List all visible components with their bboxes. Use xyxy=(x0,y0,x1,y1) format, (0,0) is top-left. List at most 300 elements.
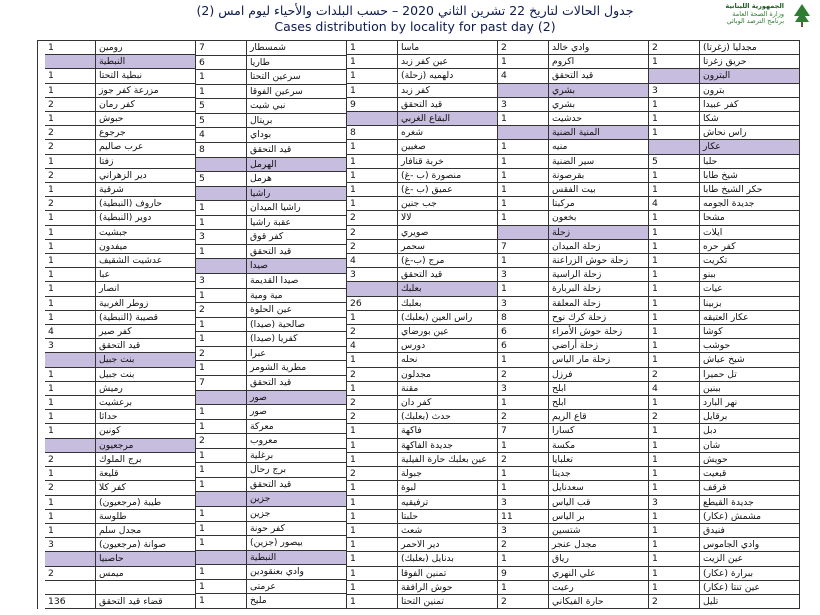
case-count-cell: 1 xyxy=(498,439,549,453)
case-count-cell: 1 xyxy=(649,268,700,282)
locality-cell: برج الملوك xyxy=(96,453,196,467)
locality-cell: كفر صير xyxy=(96,325,196,339)
case-count-cell: 1 xyxy=(45,155,96,169)
locality-cell: بريتال xyxy=(247,114,347,129)
case-count-cell xyxy=(498,126,549,140)
case-count-cell: 1 xyxy=(45,396,96,410)
locality-cell: فرزل xyxy=(549,368,649,382)
case-count-cell: 2 xyxy=(649,595,700,609)
district-header-cell: بشري xyxy=(549,84,649,98)
case-count-cell: 1 xyxy=(196,463,247,478)
district-header-cell: عكار xyxy=(700,140,800,154)
district-header-cell: البترون xyxy=(700,69,800,83)
locality-cell: كفر قوق xyxy=(247,230,347,245)
case-count-cell: 136 xyxy=(45,595,96,609)
case-count-cell: 6 xyxy=(196,56,247,71)
locality-cell: خربة قنافار xyxy=(398,155,498,169)
locality-cell: زحلة البربارة xyxy=(549,282,649,296)
case-count-cell: 1 xyxy=(45,226,96,240)
case-count-cell: 1 xyxy=(649,55,700,69)
case-count-cell: 1 xyxy=(649,169,700,183)
count-column xyxy=(649,41,700,609)
ministry-line-1: الجمهورية اللبنانية xyxy=(725,2,784,10)
case-count-cell: 1 xyxy=(196,245,247,260)
locality-cell: تعلبايا xyxy=(549,453,649,467)
locality-cell: بزبينا xyxy=(700,297,800,311)
count-column xyxy=(498,41,549,609)
case-count-cell: 1 xyxy=(498,55,549,69)
case-count-cell: 1 xyxy=(347,567,398,581)
locality-cell: ايلات xyxy=(700,226,800,240)
case-count-cell: 1 xyxy=(347,552,398,566)
case-count-cell: 5 xyxy=(649,155,700,169)
locality-cell: بر الياس xyxy=(549,510,649,524)
case-count-cell: 2 xyxy=(498,410,549,424)
locality-cell: دورس xyxy=(398,339,498,353)
locality-column xyxy=(398,41,498,609)
locality-cell: تليل xyxy=(700,595,800,609)
locality-cell: قصيبة (النبطية) xyxy=(96,311,196,325)
locality-cell: شكا xyxy=(700,112,800,126)
locality-cell: مجدل عنجر xyxy=(549,538,649,552)
locality-cell: صوانة (مرجعيون) xyxy=(96,538,196,552)
case-count-cell xyxy=(196,492,247,507)
ministry-name xyxy=(694,3,784,26)
case-count-cell: 1 xyxy=(649,297,700,311)
case-count-cell: 8 xyxy=(196,143,247,158)
case-count-cell: 1 xyxy=(45,524,96,538)
case-count-cell: 1 xyxy=(45,240,96,254)
case-count-cell: 1 xyxy=(649,282,700,296)
case-count-cell: 1 xyxy=(196,580,247,595)
case-count-cell: 1 xyxy=(649,552,700,566)
case-count-cell: 3 xyxy=(649,84,700,98)
locality-cell: قيد التحقق xyxy=(247,143,347,158)
case-count-cell: 1 xyxy=(347,41,398,55)
locality-cell: كسارا xyxy=(549,424,649,438)
case-count-cell: 1 xyxy=(649,481,700,495)
case-count-cell: 1 xyxy=(196,507,247,522)
district-header-cell: حاصبيا xyxy=(96,552,196,566)
locality-cell: تل حميرا xyxy=(700,368,800,382)
case-count-cell: 1 xyxy=(649,453,700,467)
locality-cell: نبي شيت xyxy=(247,99,347,114)
locality-cell: راس العين (بعلبك) xyxy=(398,311,498,325)
locality-cell: بوداي xyxy=(247,128,347,143)
case-count-cell xyxy=(196,259,247,274)
locality-cell: وادي بعنقودين xyxy=(247,565,347,580)
case-count-cell: 2 xyxy=(45,567,96,581)
count-column xyxy=(347,41,398,609)
case-count-cell: 2 xyxy=(498,453,549,467)
locality-cell: طلوسة xyxy=(96,510,196,524)
locality-cell: مطرية الشومر xyxy=(247,361,347,376)
case-count-cell: 1 xyxy=(45,368,96,382)
case-count-cell: 2 xyxy=(498,41,549,55)
case-count-cell: 2 xyxy=(649,41,700,55)
locality-cell: قاع الريم xyxy=(549,410,649,424)
case-count-cell: 2 xyxy=(196,347,247,362)
case-count-cell: 1 xyxy=(196,594,247,609)
locality-cell: لبوة xyxy=(398,481,498,495)
case-count-cell: 1 xyxy=(498,183,549,197)
locality-cell: شرقية xyxy=(96,183,196,197)
locality-cell: شغره xyxy=(398,126,498,140)
case-count-cell: 1 xyxy=(196,216,247,231)
locality-cell: مكسة xyxy=(549,439,649,453)
column-group xyxy=(649,41,800,609)
locality-cell: ببرارة (عكار) xyxy=(700,567,800,581)
case-count-cell: 2 xyxy=(498,595,549,609)
locality-cell: حوش الرافقة xyxy=(398,581,498,595)
locality-cell: سعدنايل xyxy=(549,481,649,495)
case-count-cell: 1 xyxy=(498,197,549,211)
case-count-cell xyxy=(45,353,96,367)
case-count-cell: 7 xyxy=(196,376,247,391)
locality-cell: عين الحلوة xyxy=(247,303,347,318)
case-count-cell: 1 xyxy=(45,254,96,268)
case-count-cell: 1 xyxy=(45,112,96,126)
case-count-cell: 2 xyxy=(45,481,96,495)
locality-cell: علي النهري xyxy=(549,567,649,581)
locality-cell: زفتا xyxy=(96,155,196,169)
case-count-cell xyxy=(196,551,247,566)
column-group xyxy=(45,41,196,609)
locality-cell: طيبة (مرجعيون) xyxy=(96,496,196,510)
locality-cell: بنت جبيل xyxy=(96,368,196,382)
district-header-cell: البقاع الغربي xyxy=(398,112,498,126)
locality-cell: عبا xyxy=(96,268,196,282)
case-count-cell: 3 xyxy=(45,538,96,552)
case-count-cell: 1 xyxy=(347,538,398,552)
locality-cell: ميمس xyxy=(96,567,196,581)
locality-cell: جديدة الجومه xyxy=(700,197,800,211)
district-header-cell: بنت جبيل xyxy=(96,353,196,367)
locality-cell: جب جنين xyxy=(398,197,498,211)
case-count-cell: 1 xyxy=(347,510,398,524)
locality-cell: جبشيت xyxy=(96,226,196,240)
locality-column xyxy=(700,41,800,609)
case-count-cell: 4 xyxy=(347,254,398,268)
case-count-cell: 1 xyxy=(347,55,398,69)
district-header-cell: صيدا xyxy=(247,259,347,274)
locality-cell: فنيدق xyxy=(700,524,800,538)
locality-cell: شمسطار xyxy=(247,41,347,56)
locality-cell: ترفيقيه xyxy=(398,496,498,510)
locality-cell: راس نحاش xyxy=(700,126,800,140)
locality-cell: قيد التحقق xyxy=(549,69,649,83)
locality-cell: جزين xyxy=(247,507,347,522)
case-count-cell: 1 xyxy=(347,595,398,609)
case-count-cell: 1 xyxy=(45,410,96,424)
locality-cell: حلبا xyxy=(700,155,800,169)
locality-cell: منيه xyxy=(549,140,649,154)
locality-cell: انصار xyxy=(96,282,196,296)
locality-cell: جبولة xyxy=(398,467,498,481)
locality-cell: عدشيت الشقيف xyxy=(96,254,196,268)
case-count-cell: 1 xyxy=(649,581,700,595)
locality-cell xyxy=(96,581,196,595)
case-count-cell: 2 xyxy=(45,126,96,140)
case-count-cell: 1 xyxy=(196,332,247,347)
locality-cell: سرعين التحتا xyxy=(247,70,347,85)
case-count-cell: 7 xyxy=(498,424,549,438)
district-header-cell: النبطية xyxy=(247,551,347,566)
case-count-cell: 1 xyxy=(45,41,96,55)
case-count-cell: 1 xyxy=(347,453,398,467)
case-count-cell: 2 xyxy=(45,169,96,183)
locality-cell: صغبين xyxy=(398,140,498,154)
locality-cell: رياق xyxy=(549,552,649,566)
case-count-cell: 3 xyxy=(498,98,549,112)
locality-cell: سحمر xyxy=(398,240,498,254)
case-count-cell: 1 xyxy=(45,211,96,225)
locality-cell: زحلة مار الياس xyxy=(549,353,649,367)
case-count-cell: 1 xyxy=(498,481,549,495)
locality-cell: عين بعلبك حارة الفيلية xyxy=(398,453,498,467)
locality-cell: ابلح xyxy=(549,382,649,396)
locality-cell: حدث (بعلبك) xyxy=(398,410,498,424)
locality-cell: قليعة xyxy=(96,467,196,481)
locality-cell: لالا xyxy=(398,211,498,225)
locality-cell: تمنين الفوقا xyxy=(398,567,498,581)
district-header-cell: النبطية xyxy=(96,55,196,69)
locality-cell: حدشيت xyxy=(549,112,649,126)
case-count-cell: 3 xyxy=(649,496,700,510)
locality-cell: فاكهة xyxy=(398,424,498,438)
case-count-cell: 1 xyxy=(649,467,700,481)
locality-cell: مجدل سلم xyxy=(96,524,196,538)
case-count-cell: 1 xyxy=(347,197,398,211)
case-count-cell: 26 xyxy=(347,297,398,311)
case-count-cell: 2 xyxy=(498,368,549,382)
case-count-cell: 1 xyxy=(45,382,96,396)
case-count-cell: 2 xyxy=(196,303,247,318)
locality-cell: كفر حونة xyxy=(247,522,347,537)
case-count-cell: 3 xyxy=(498,268,549,282)
locality-cell: زحلة أراضي xyxy=(549,339,649,353)
locality-column xyxy=(96,41,196,609)
case-count-cell: 1 xyxy=(196,449,247,464)
case-count-cell: 1 xyxy=(196,420,247,435)
case-count-cell: 1 xyxy=(649,510,700,524)
locality-cell: برغلية xyxy=(247,449,347,464)
case-count-cell: 3 xyxy=(498,382,549,396)
case-count-cell: 2 xyxy=(649,410,700,424)
locality-cell: حارة الفيكاني xyxy=(549,595,649,609)
district-header-cell: بعلبك xyxy=(398,282,498,296)
locality-cell: ميفدون xyxy=(96,240,196,254)
case-count-cell: 1 xyxy=(649,325,700,339)
locality-cell: شيخ عياش xyxy=(700,353,800,367)
case-count-cell xyxy=(498,226,549,240)
case-count-cell: 1 xyxy=(649,439,700,453)
case-count-cell xyxy=(45,439,96,453)
locality-cell: قضاء قيد التحقق xyxy=(96,595,196,609)
case-count-cell: 1 xyxy=(649,240,700,254)
case-count-cell: 1 xyxy=(347,496,398,510)
case-count-cell: 6 xyxy=(498,325,549,339)
case-count-cell: 2 xyxy=(347,240,398,254)
case-count-cell: 1 xyxy=(196,361,247,376)
case-count-cell xyxy=(45,552,96,566)
case-count-cell: 1 xyxy=(498,396,549,410)
case-count-cell: 1 xyxy=(347,311,398,325)
case-count-cell: 1 xyxy=(347,424,398,438)
case-count-cell: 1 xyxy=(649,567,700,581)
case-count-cell: 1 xyxy=(196,565,247,580)
locality-cell: كفر رمان xyxy=(96,98,196,112)
case-count-cell: 1 xyxy=(649,211,700,225)
locality-cell: رعيت xyxy=(549,581,649,595)
locality-cell: عين كفر زبد xyxy=(398,55,498,69)
locality-cell: بشري xyxy=(549,98,649,112)
district-header-cell: الهرمل xyxy=(247,158,347,173)
case-count-cell: 5 xyxy=(196,114,247,129)
locality-cell: برقايل xyxy=(700,410,800,424)
locality-cell: كفر زبد xyxy=(398,84,498,98)
locality-cell: مية ومية xyxy=(247,289,347,304)
locality-cell: راشيا الميدان xyxy=(247,201,347,216)
case-count-cell: 5 xyxy=(196,99,247,114)
case-count-cell: 1 xyxy=(45,268,96,282)
locality-cell: ماسا xyxy=(398,41,498,55)
district-header-cell: جزين xyxy=(247,492,347,507)
case-count-cell: 8 xyxy=(498,311,549,325)
locality-cell: حبوش xyxy=(96,112,196,126)
case-count-cell: 4 xyxy=(45,325,96,339)
case-count-cell: 1 xyxy=(45,282,96,296)
ministry-line-3: برنامج الترصد الوبائي xyxy=(726,17,784,25)
page-title-arabic: جدول الحالات لتاريخ 22 تشرين الثاني 2020 – حسب البلدات والأحياء ليوم امس (2) xyxy=(196,3,634,18)
district-header-cell: مرجعيون xyxy=(96,439,196,453)
case-count-cell: 3 xyxy=(498,524,549,538)
locality-cell: هرمل xyxy=(247,172,347,187)
case-count-cell: 1 xyxy=(196,85,247,100)
count-column xyxy=(45,41,96,609)
case-count-cell: 1 xyxy=(347,84,398,98)
locality-cell: شتسين xyxy=(549,524,649,538)
case-count-cell: 3 xyxy=(196,230,247,245)
locality-cell: بيصور (جزين) xyxy=(247,536,347,551)
case-count-cell: 1 xyxy=(498,155,549,169)
locality-cell: كفريا (صيدا) xyxy=(247,332,347,347)
case-count-cell xyxy=(196,158,247,173)
case-count-cell: 4 xyxy=(347,339,398,353)
case-count-cell: 11 xyxy=(498,510,549,524)
locality-cell: منصورة (ب -غ) xyxy=(398,169,498,183)
locality-cell: قيد التحقق xyxy=(247,478,347,493)
case-count-cell: 2 xyxy=(347,226,398,240)
locality-cell: قيد التحقق xyxy=(96,339,196,353)
locality-cell: معروب xyxy=(247,434,347,449)
locality-cell: نبطية التحتا xyxy=(96,69,196,83)
case-count-cell: 2 xyxy=(45,140,96,154)
case-count-cell: 2 xyxy=(196,434,247,449)
locality-cell: ابلح xyxy=(549,396,649,410)
locality-cell: مقنة xyxy=(398,382,498,396)
case-count-cell: 2 xyxy=(347,325,398,339)
case-count-cell xyxy=(649,140,700,154)
case-count-cell: 7 xyxy=(498,240,549,254)
ministry-logo-icon xyxy=(790,2,814,28)
locality-cell: وادي الجاموس xyxy=(700,538,800,552)
locality-cell: زحلة الميدان xyxy=(549,240,649,254)
locality-cell: ببنو xyxy=(700,268,800,282)
locality-cell: برعشيت xyxy=(96,396,196,410)
locality-cell: زحلة حوش الزراعنة xyxy=(549,254,649,268)
locality-cell: قب الياس xyxy=(549,496,649,510)
case-count-cell: 1 xyxy=(649,226,700,240)
case-count-cell: 4 xyxy=(196,128,247,143)
locality-cell: دوير (النبطية) xyxy=(96,211,196,225)
locality-cell: زحلة المعلقة xyxy=(549,297,649,311)
case-count-cell: 2 xyxy=(347,396,398,410)
case-count-cell xyxy=(45,581,96,595)
case-count-cell: 1 xyxy=(196,405,247,420)
case-count-cell: 1 xyxy=(45,510,96,524)
locality-cell: بدنايل (بعلبك) xyxy=(398,552,498,566)
locality-cell: حداثا xyxy=(96,410,196,424)
case-count-cell: 1 xyxy=(347,69,398,83)
locality-cell: شان xyxy=(700,439,800,453)
case-count-cell: 1 xyxy=(649,424,700,438)
case-count-cell: 2 xyxy=(347,467,398,481)
case-count-cell: 1 xyxy=(196,201,247,216)
case-count-cell: 3 xyxy=(498,297,549,311)
case-count-cell: 1 xyxy=(649,183,700,197)
locality-cell: كونين xyxy=(96,424,196,438)
case-count-cell xyxy=(196,187,247,202)
locality-cell: عقبة راشيا xyxy=(247,216,347,231)
case-count-cell: 1 xyxy=(196,289,247,304)
case-count-cell: 1 xyxy=(498,140,549,154)
case-count-cell: 3 xyxy=(347,268,398,282)
district-header-cell: راشيا xyxy=(247,187,347,202)
count-column xyxy=(196,41,247,609)
case-count-cell: 1 xyxy=(196,70,247,85)
locality-cell: دير الزهراني xyxy=(96,169,196,183)
locality-cell: تمنين التحتا xyxy=(398,595,498,609)
case-count-cell: 1 xyxy=(649,353,700,367)
case-count-cell: 3 xyxy=(45,339,96,353)
case-count-cell: 1 xyxy=(347,183,398,197)
case-count-cell: 1 xyxy=(649,126,700,140)
locality-cell: حلبتا xyxy=(398,510,498,524)
case-count-cell xyxy=(347,282,398,296)
case-count-cell: 2 xyxy=(498,538,549,552)
case-count-cell: 2 xyxy=(45,98,96,112)
case-count-cell: 1 xyxy=(347,524,398,538)
case-count-cell: 1 xyxy=(196,318,247,333)
locality-cell: مشمش (عكار) xyxy=(700,510,800,524)
case-count-cell: 1 xyxy=(45,496,96,510)
locality-cell: كفر عبيدا xyxy=(700,98,800,112)
locality-cell: دلهميه (زحلة) xyxy=(398,69,498,83)
case-count-cell: 1 xyxy=(196,478,247,493)
case-count-cell: 1 xyxy=(45,84,96,98)
locality-cell: مجدلون xyxy=(398,368,498,382)
case-count-cell: 9 xyxy=(347,98,398,112)
case-count-cell: 1 xyxy=(498,282,549,296)
locality-cell: عرمتى xyxy=(247,580,347,595)
locality-cell: مليخ xyxy=(247,594,347,609)
case-count-cell: 6 xyxy=(498,339,549,353)
case-count-cell: 1 xyxy=(498,112,549,126)
locality-cell: رميش xyxy=(96,382,196,396)
case-count-cell: 2 xyxy=(45,197,96,211)
locality-cell: عيات xyxy=(700,282,800,296)
